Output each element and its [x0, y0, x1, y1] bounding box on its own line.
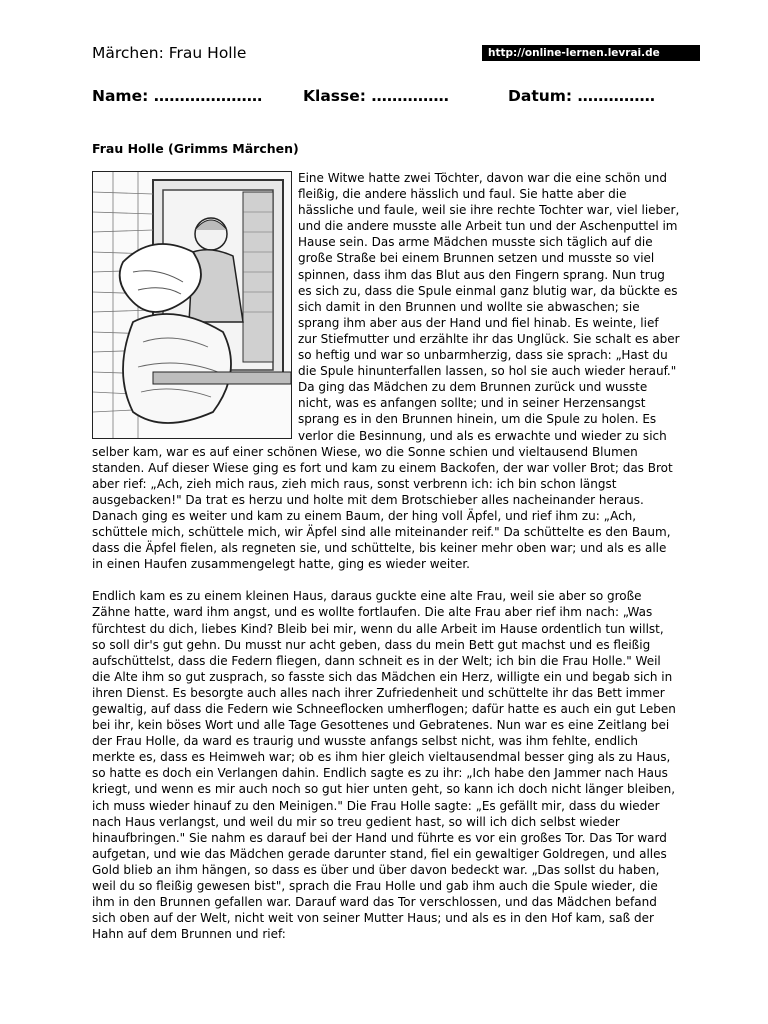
story-title: Frau Holle (Grimms Märchen) — [92, 141, 299, 156]
story-paragraph-2: Endlich kam es zu einem kleinen Haus, daraus guckte eine alte Frau, weil sie aber so große Zähne hatte, ward ihm angst, und es wollte fortlaufen. Die alte Frau aber rief ihm nach: „Was fürchtest du dich, liebes Kind? Bleib bei mir, wenn du alle Arbeit im Hause ordentlich tun willst, so soll dir's gut gehn. Du musst nur acht geben, dass du mein Bett gut machst und es fleißig aufschüttelst, dass die Federn fliegen, dann schneit es in der Welt; ich bin die Frau Holle." Weil die Alte ihm so gut zusprach, so fasste sich das Mädchen ein Herz, willigte ein und begab sich in ihren Dienst. Es besorgte auch alles nach ihrer Zufriedenheit und schüttelte ihr das Bett immer gewaltig, auf dass die Federn wie Schneeflocken umherflogen; dafür hatte es auch ein gut Leben bei ihr, kein böses Wort und alle Tage Gesottenes und Gebratenes. Nun war es eine Zeitlang bei der Frau Holle, da ward es traurig und wusste anfangs selbst nicht, was ihm fehlte, endlich merkte es, dass es Heimweh war; ob es ihm hier gleich vieltausendmal besser ging als zu Haus, so hatte es doch ein Verlangen dahin. Endlich sagte es zu ihr: „Ich habe den Jammer nach Haus kriegt, und wenn es mir auch noch so gut hier unten geht, so kann ich doch nicht länger bleiben, ich muss wieder hinauf zu den Meinigen." Die Frau Holle sagte: „Es gefällt mir, dass du wieder nach Haus verlangst, und weil du mir so treu gedient hast, so will ich dich selbst wieder hinaufbringen." Sie nahm es darauf bei der Hand und führte es vor ein großes Tor. Das Tor ward aufgetan, und wie das Mädchen gerade darunter stand, fiel ein gewaltiger Goldregen, und alles Gold blieb an ihm hängen, so dass es über und über davon bedeckt war. „Das sollst du haben, weil du so fleißig gewesen bist", sprach die Frau Holle und gab ihm auch die Spule wieder, die ihm in den Brunnen gefallen war. Darauf ward das Tor verschlossen, und das Mädchen befand sich oben auf der Welt, nicht weit von seiner Mutter Haus; und als es in den Hof kam, saß der Hahn auf dem Brunnen und rief: — [92, 589, 676, 942]
story-text — [92, 170, 680, 942]
page-title: Märchen: Frau Holle — [92, 44, 247, 62]
student-info-row — [92, 87, 712, 109]
website-url-link[interactable]: http://online-lernen.levrai.de — [482, 45, 700, 61]
story-paragraph-1: Eine Witwe hatte zwei Töchter, davon war die eine schön und fleißig, die andere hässlich und faul. Sie hatte aber die hässliche und faule, weil sie ihre rechte Tochter war, viel lieber, und die andere musste alle Arbeit tun und der Aschenputtel im Hause sein. Das arme Mädchen musste sich täglich auf die große Straße bei einem Brunnen setzen und musste so viel spinnen, dass ihm das Blut aus den Fingern sprang. Nun trug es sich zu, dass die Spule einmal ganz blutig war, da bückte es sich damit in den Brunnen und wollte sie abwaschen; sie sprang ihm aber aus der Hand und fiel hinab. Es weinte, lief zur Stiefmutter und erzählte ihr das Unglück. Sie schalt es aber so heftig und war so unbarmherzig, dass sie sprach: „Hast du die Spule hinunterfallen lassen, so hol sie auch wieder herauf." Da ging das Mädchen zu dem Brunnen zurück und wusste nicht, was es anfangen sollte; und in seiner Herzensangst sprang es in den Brunnen hinein, um die Spule zu holen. Es verlor die Besinnung, und als es erwachte und wieder zu sich selber kam, war es auf einer schönen Wiese, wo die Sonne schien und vieltausend Blumen standen. Auf dieser Wiese ging es fort und kam zu einem Backofen, der war voller Brot; das Brot aber rief: „Ach, zieh mich raus, zieh mich raus, sonst verbrenn ich: ich bin schon längst ausgebacken!" Da trat es herzu und holte mit dem Brotschieber alles nacheinander heraus. Danach ging es weiter und kam zu einem Baum, der hing voll Äpfel, und rief ihm zu: „Ach, schüttele mich, schüttele mich, wir Äpfel sind alle miteinander reif." Da schüttelte es den Baum, dass die Äpfel fielen, als regneten sie, und schüttelte, bis keiner mehr oben war; und als es alle in einen Haufen zusammengelegt hatte, ging es wieder weiter. — [92, 171, 680, 572]
klasse-field: Klasse: …………… — [303, 87, 449, 105]
illustration-space — [92, 170, 298, 442]
name-field: Name: ………………… — [92, 87, 263, 105]
datum-field: Datum: …………… — [508, 87, 656, 105]
